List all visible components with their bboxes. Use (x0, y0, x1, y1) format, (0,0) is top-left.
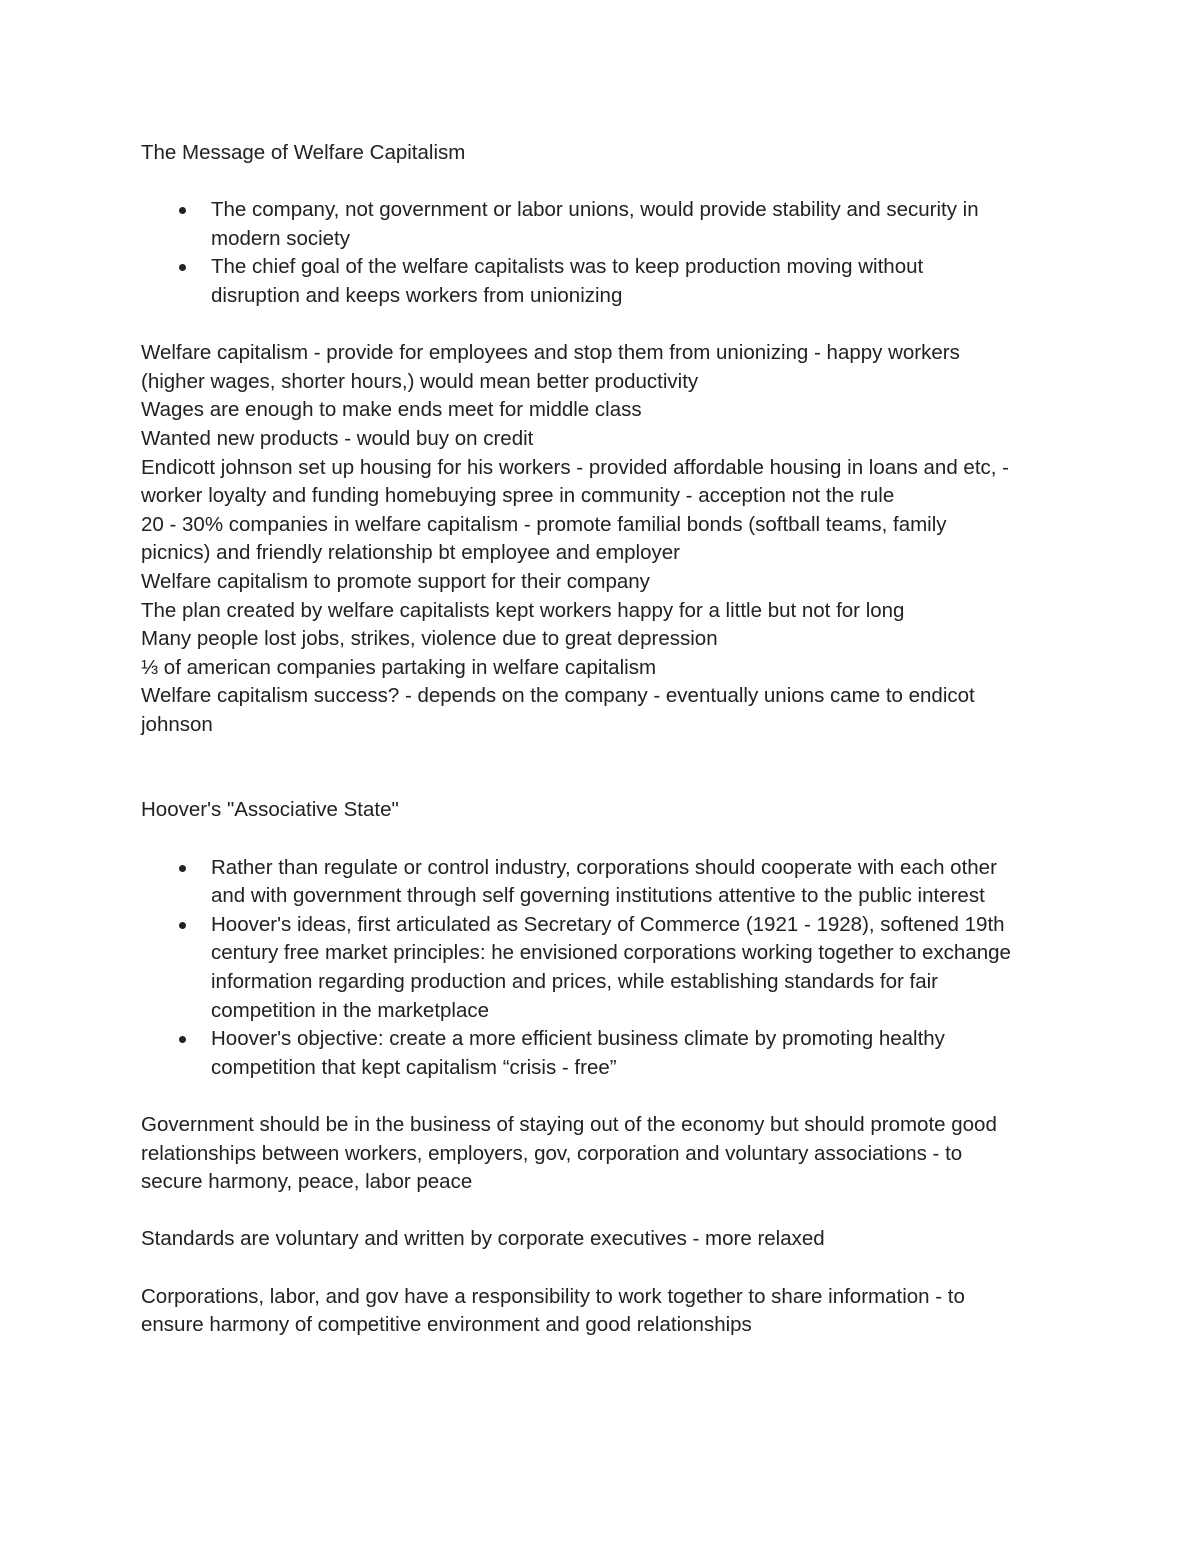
paragraph-standards (141, 1225, 1066, 1254)
bullet-line: disruption and keeps workers from unionizing (211, 283, 623, 307)
note-line: Endicott johnson set up housing for his workers - provided affordable housing in loans and etc, - (141, 455, 1009, 479)
spacer (141, 739, 1066, 796)
spacer (141, 1254, 1066, 1283)
bullet-line: modern society (211, 226, 351, 250)
bullet-line: information regarding production and prices, while establishing standards for fair (211, 970, 939, 994)
bullet-list-welfare (141, 196, 1066, 310)
note-line: Welfare capitalism - provide for employees and stop them from unionizing - happy workers (141, 341, 960, 365)
note-line: Wages are enough to make ends meet for middle class (141, 398, 642, 422)
list-item (141, 911, 1066, 1025)
note-line: picnics) and friendly relationship bt employee and employer (141, 541, 680, 565)
note-line: worker loyalty and funding homebuying spree in community - acception not the rule (141, 484, 895, 508)
note-line: The plan created by welfare capitalists kept workers happy for a little but not for long (141, 598, 905, 622)
paragraph-line: Standards are voluntary and written by corporate executives - more relaxed (141, 1227, 825, 1251)
bullet-line: Hoover's objective: create a more efficient business climate by promoting healthy (211, 1027, 945, 1051)
paragraph-line: Government should be in the business of staying out of the economy but should promote good (141, 1113, 997, 1136)
paragraph-line: relationships between workers, employers, gov, corporation and voluntary associations - to (141, 1141, 963, 1165)
spacer (141, 1082, 1066, 1111)
paragraph-government-role (141, 1111, 1066, 1197)
section-heading-welfare-capitalism: The Message of Welfare Capitalism (141, 141, 466, 164)
note-line: Wanted new products - would buy on credit (141, 426, 534, 450)
bullet-line: and with government through self governing institutions attentive to the public interest (211, 884, 985, 908)
section-heading-associative-state: Hoover's "Associative State" (141, 798, 399, 822)
notes-block-welfare (141, 339, 1066, 739)
list-item (141, 1025, 1066, 1082)
bullet-dot-icon (179, 1036, 186, 1043)
bullet-dot-icon (179, 922, 186, 929)
bullet-list-hoover (141, 854, 1066, 1083)
spacer (141, 825, 1066, 854)
list-item (141, 196, 1066, 253)
note-line: ⅓ of american companies partaking in welfare capitalism (141, 655, 657, 679)
paragraph-line: Corporations, labor, and gov have a responsibility to work together to share information - to (141, 1284, 965, 1308)
bullet-dot-icon (179, 264, 186, 271)
note-line: Welfare capitalism to promote support for their company (141, 569, 650, 593)
note-line: Welfare capitalism success? - depends on the company - eventually unions came to endicot (141, 684, 975, 708)
bullet-line: Rather than regulate or control industry, corporations should cooperate with each other (211, 855, 997, 879)
note-line: 20 - 30% companies in welfare capitalism - promote familial bonds (softball teams, family (141, 512, 947, 536)
bullet-line: competition that kept capitalism “crisis - free” (211, 1055, 617, 1079)
note-line: (higher wages, shorter hours,) would mean better productivity (141, 369, 699, 393)
note-line: johnson (141, 712, 213, 736)
list-item (141, 854, 1066, 911)
bullet-line: The company, not government or labor unions, would provide stability and security in (211, 198, 979, 222)
note-line: Many people lost jobs, strikes, violence due to great depression (141, 627, 718, 651)
bullet-line: century free market principles: he envisioned corporations working together to exchange (211, 941, 1011, 965)
document-page (141, 139, 1066, 1340)
spacer (141, 311, 1066, 340)
bullet-line: competition in the marketplace (211, 998, 490, 1022)
bullet-dot-icon (179, 865, 186, 872)
spacer (141, 168, 1066, 197)
paragraph-line: ensure harmony of competitive environment and good relationships (141, 1313, 752, 1337)
bullet-line: Hoover's ideas, first articulated as Secretary of Commerce (1921 - 1928), softened 19th (211, 912, 1005, 936)
paragraph-line: secure harmony, peace, labor peace (141, 1170, 473, 1194)
spacer (141, 1197, 1066, 1226)
paragraph-responsibility (141, 1283, 1066, 1340)
bullet-line: The chief goal of the welfare capitalists was to keep production moving without (211, 255, 924, 279)
bullet-dot-icon (179, 207, 186, 214)
list-item (141, 253, 1066, 310)
